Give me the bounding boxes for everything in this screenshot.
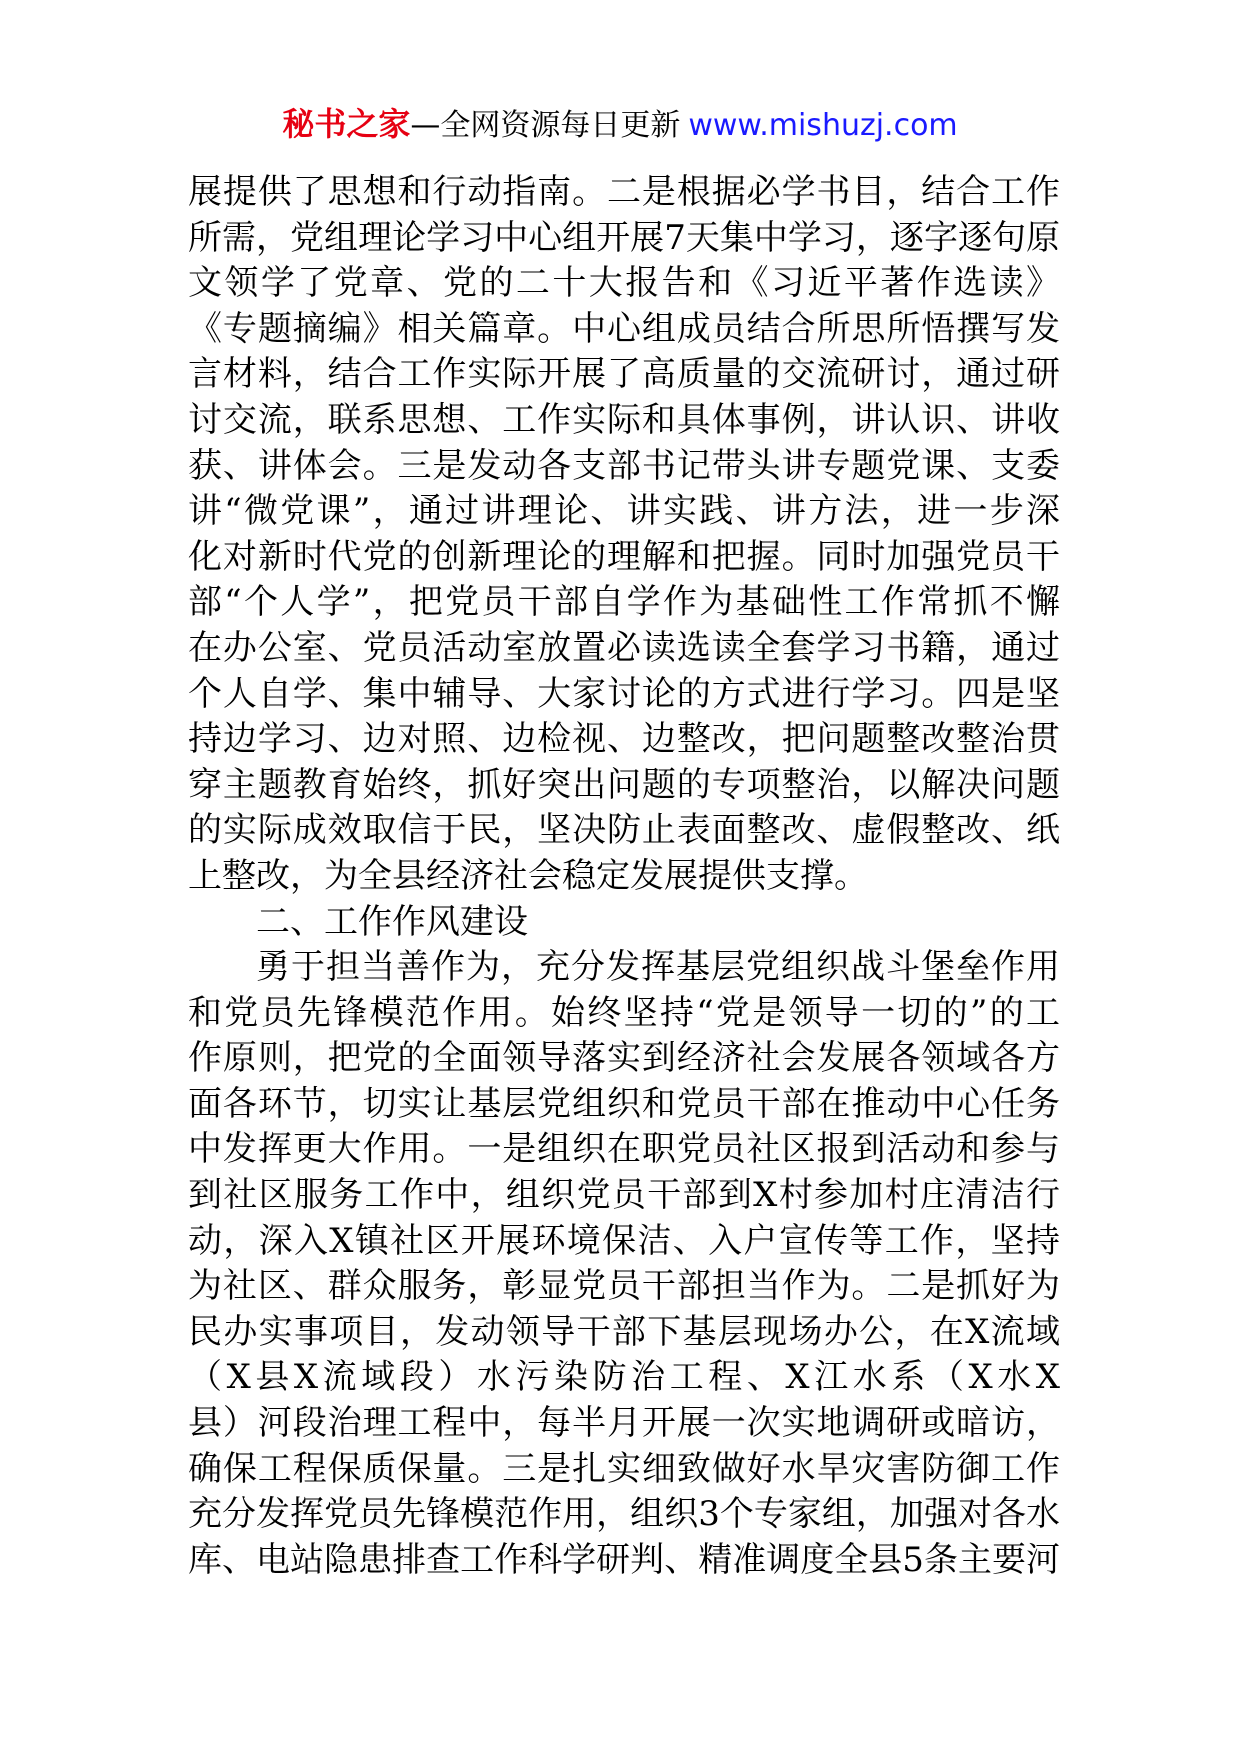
text-line: 在办公室、党员活动室放置必读选读全套学习书籍，通过 [188, 627, 1060, 668]
site-url-link[interactable]: www.mishuzj.com [688, 108, 958, 143]
text-line: 中发挥更大作用。一是组织在职党员社区报到活动和参与 [188, 1129, 1060, 1170]
text-line: 和党员先锋模范作用。始终坚持“党是领导一切的”的工 [188, 992, 1060, 1033]
text-line: 化对新时代党的创新理论的理解和把握。同时加强党员干 [188, 536, 1060, 577]
text-line: 讨交流，联系思想、工作实际和具体事例，讲认识、讲收 [188, 399, 1060, 440]
section-heading: 二、工作作风建设 [256, 901, 528, 942]
text-line: 动，深入X镇社区开展环境保洁、入户宣传等工作，坚持 [188, 1220, 1060, 1261]
text-line: 充分发挥党员先锋模范作用，组织3个专家组，加强对各水 [188, 1494, 1060, 1535]
brand-name: 秘书之家 [282, 105, 411, 143]
page-header-watermark [0, 102, 1240, 146]
text-line: 个人自学、集中辅导、大家讨论的方式进行学习。四是坚 [188, 673, 1060, 714]
text-line: 民办实事项目，发动领导干部下基层现场办公，在X流域 [188, 1311, 1060, 1352]
text-line: 库、电站隐患排查工作科学研判、精准调度全县5条主要河 [188, 1539, 1060, 1580]
text-line: 确保工程保质保量。三是扎实细致做好水旱灾害防御工作 [188, 1448, 1060, 1489]
text-line: 县）河段治理工程中，每半月开展一次实地调研或暗访， [188, 1403, 1060, 1444]
text-line: 持边学习、边对照、边检视、边整改，把问题整改整治贯 [188, 719, 1060, 760]
text-line: 部“个人学”，把党员干部自学作为基础性工作常抓不懈 [188, 582, 1060, 623]
text-line: 为社区、群众服务，彰显党员干部担当作为。二是抓好为 [188, 1266, 1060, 1307]
text-line: 所需，党组理论学习中心组开展7天集中学习，逐字逐句原 [188, 217, 1060, 258]
text-line: 的实际成效取信于民，坚决防止表面整改、虚假整改、纸 [188, 810, 1060, 851]
document-body [188, 170, 1060, 1583]
section2-paragraph [188, 945, 1060, 1583]
text-line: （X县X流域段）水污染防治工程、X江水系（X水X [188, 1357, 1060, 1398]
text-line: 文领学了党章、党的二十大报告和《习近平著作选读》 [188, 263, 1060, 304]
text-line: 言材料，结合工作实际开展了高质量的交流研讨，通过研 [188, 354, 1060, 395]
text-line: 讲“微党课”，通过讲理论、讲实践、讲方法，进一步深 [188, 491, 1060, 532]
text-line: 穿主题教育始终，抓好突出问题的专项整治，以解决问题 [188, 764, 1060, 805]
text-line: 到社区服务工作中，组织党员干部到X村参加村庄清洁行 [188, 1175, 1060, 1216]
text-line: 作原则，把党的全面领导落实到经济社会发展各领域各方 [188, 1038, 1060, 1079]
text-line: 上整改，为全县经济社会稳定发展提供支撑。 [188, 855, 868, 896]
section1-paragraph [188, 170, 1060, 900]
text-line: 勇于担当善作为，充分发挥基层党组织战斗堡垒作用 [256, 947, 1060, 988]
text-line: 《专题摘编》相关篇章。中心组成员结合所思所悟撰写发 [188, 308, 1060, 349]
text-line: 面各环节，切实让基层党组织和党员干部在推动中心任务 [188, 1083, 1060, 1124]
text-line: 获、讲体会。三是发动各支部书记带头讲专题党课、支委 [188, 445, 1060, 486]
header-tagline: —全网资源每日更新 [410, 108, 681, 143]
text-line: 展提供了思想和行动指南。二是根据必学书目，结合工作 [188, 172, 1060, 212]
